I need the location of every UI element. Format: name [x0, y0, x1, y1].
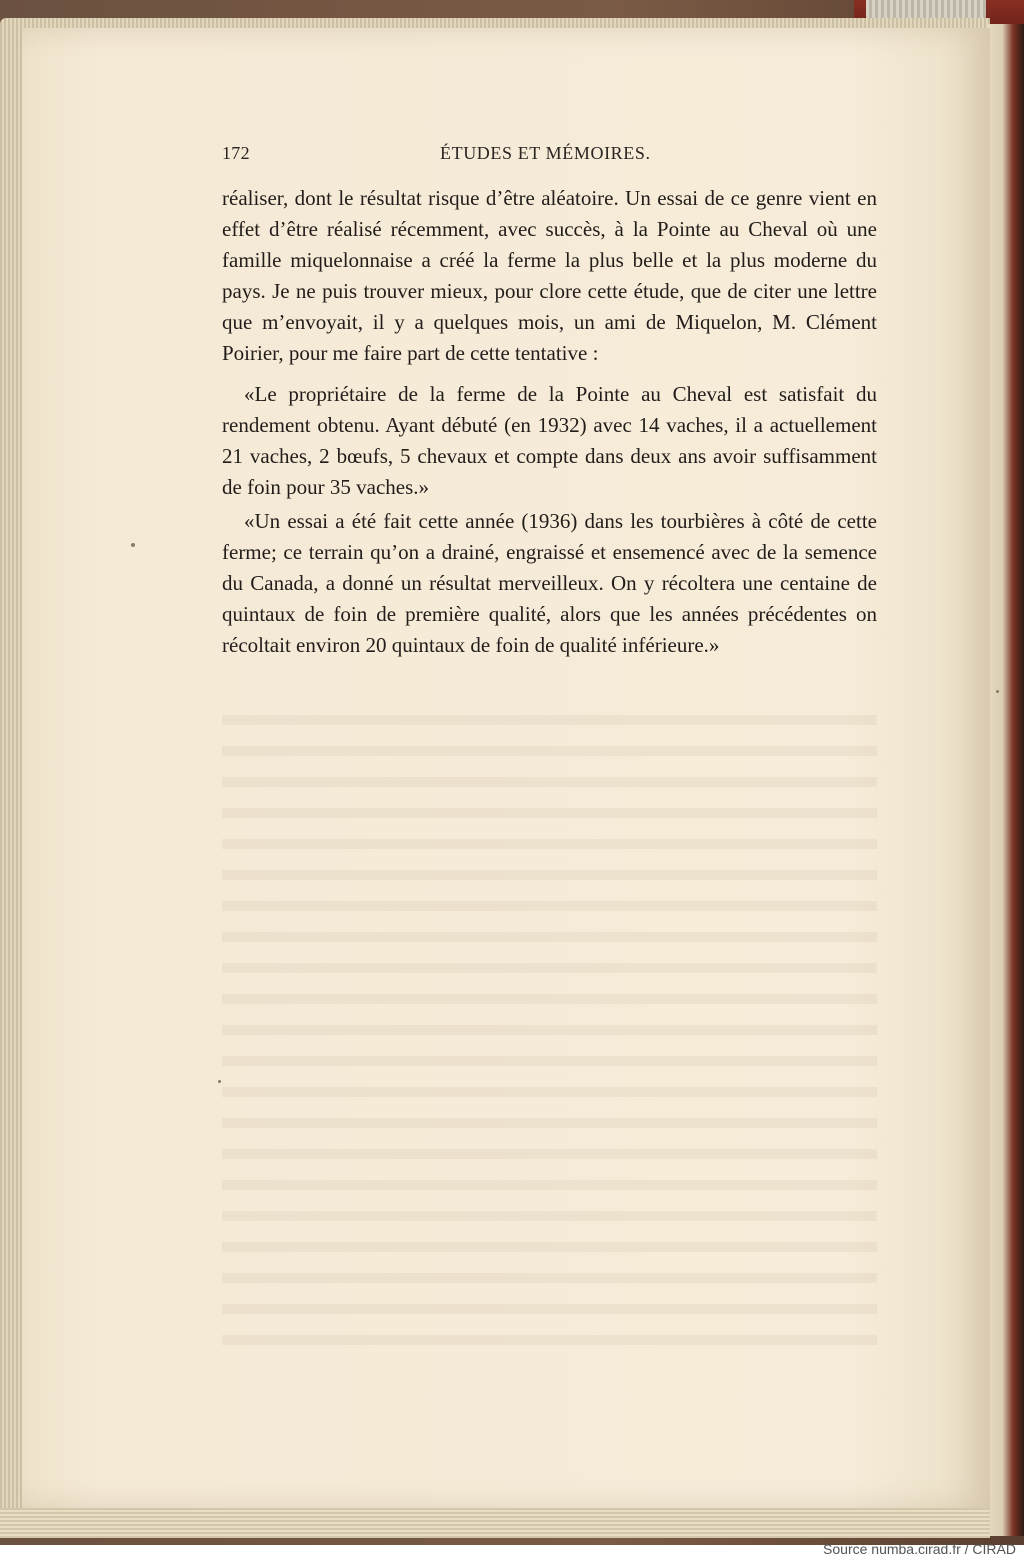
paper-speck — [131, 543, 135, 547]
book-spine-edge — [988, 24, 1024, 1536]
paper-speck — [996, 690, 999, 693]
page-header — [222, 143, 877, 169]
page-number: 172 — [222, 143, 250, 163]
source-credit: Source numba.cirad.fr / CIRAD — [823, 1541, 1016, 1557]
quote-paragraph-1: «Le propriétaire de la ferme de la Pointe au Cheval est satisfait du rendement obtenu. Ayant débuté (en 1932) avec 14 vaches, il a actuellement 21 vaches, 2 bœufs, 5 chevaux et compte dans deux ans avoir suffisamment de foin pour 35 vaches.» — [222, 382, 877, 499]
page-stack-bottom — [0, 1508, 990, 1538]
quote-paragraph-2: «Un essai a été fait cette année (1936) dans les tourbières à côté de cette ferme; ce terrain qu’on a drainé, engraissé et ensemencé avec de la semence du Canada, a donné un résultat merveilleux. On y récoltera une centaine de quintaux de foin de première qualité, alors que les années précédentes on récoltait environ 20 quintaux de foin de qualité inférieure.» — [222, 509, 877, 657]
paper-speck — [218, 1080, 221, 1083]
paragraph-intro: réaliser, dont le résultat risque d’être aléatoire. Un essai de ce genre vient en effet d’être réalisé récemment, avec succès, à la Pointe au Cheval où une famille miquelonnaise a créé la ferme la plus belle et la plus moderne du pays. Je ne puis trouver mieux, pour clore cette étude, que de citer une lettre que m’envoyait, il y a quelques mois, un ami de Miquelon, M. Clément Poirier, pour me faire part de cette tentative : — [222, 186, 877, 365]
body-text — [222, 183, 877, 661]
running-title: ÉTUDES ET MÉMOIRES. — [440, 143, 651, 163]
show-through-text — [222, 715, 877, 1355]
